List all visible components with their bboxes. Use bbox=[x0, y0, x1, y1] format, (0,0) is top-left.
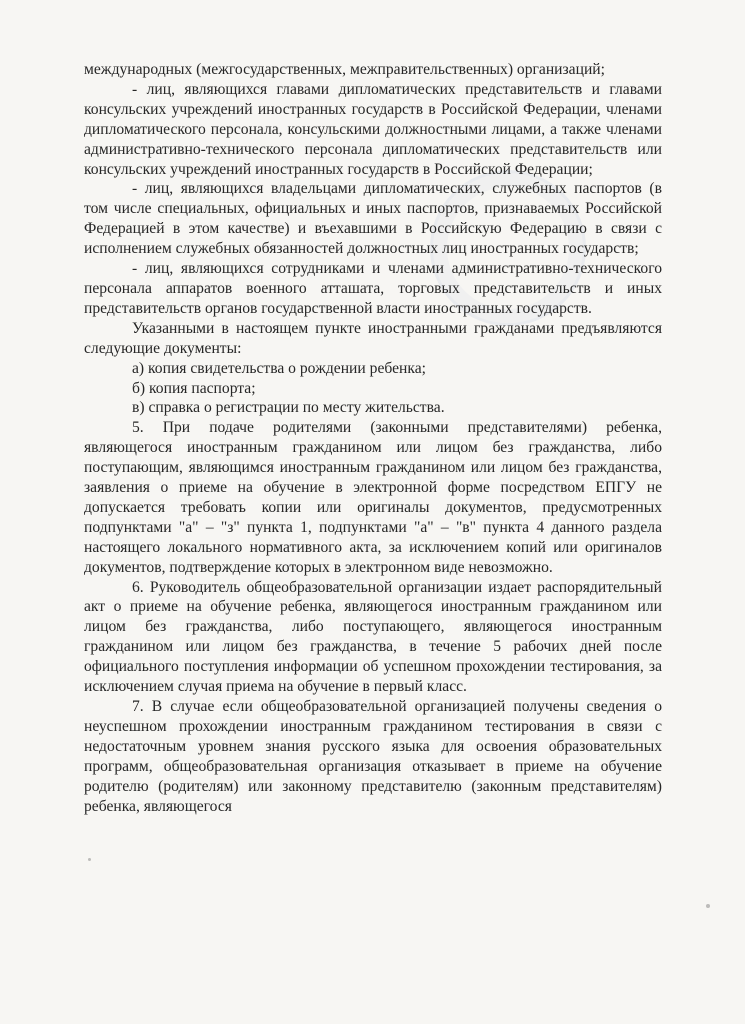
list-item-birth-certificate: а) копия свидетельства о рождении ребенка; bbox=[132, 359, 426, 377]
list-item-registration: в) справка о регистрации по месту жительства. bbox=[132, 399, 445, 417]
document-body bbox=[84, 60, 662, 816]
list-item-attache-staff: - лиц, являющихся сотрудниками и членами административно-технического персонала аппаратов военного атташата, торговых представительств и иных представительств органов государственной власти иностранных государств. bbox=[84, 260, 662, 317]
list-item-passport-holders: - лиц, являющихся владельцами дипломатических, служебных паспортов (в том числе специальных, официальных и иных паспортов, признаваемых Российской Федерацией в этом качестве) и въехавшими в Российскую Федерацию в связи с исполнением служебных обязанностей должностных лиц иностранных государств; bbox=[84, 180, 662, 258]
paragraph-item-6: 6. Руководитель общеобразовательной организации издает распорядительный акт о приеме на обучение ребенка, являющегося иностранным гражданином или лицом без гражданства, либо поступающего, являющегося иностранным гражданином или лицом без гражданства, в течение 5 рабочих дней после официального поступления информации об успешном прохождении тестирования, за исключением случая приема на обучение в первый класс. bbox=[84, 578, 662, 696]
paragraph-item-5: 5. При подаче родителями (законными представителями) ребенка, являющегося иностранным гражданином или лицом без гражданства, либо поступающим, являющимся иностранным гражданином или лицом без гражданства, заявления о приеме на обучение в электронной форме посредством ЕПГУ не допускается требовать копии или оригиналы документов, предусмотренных подпунктами "а" – "з" пункта 1, подпунктами "а" – "в" пункта 4 данного раздела настоящего локального нормативного акта, за исключением копий или оригиналов документов, подтверждение которых в электронном виде невозможно. bbox=[84, 419, 662, 576]
list-item-passport-copy: б) копия паспорта; bbox=[132, 379, 256, 397]
paragraph-continuation: международных (межгосударственных, межправительственных) организаций; bbox=[84, 61, 605, 78]
paragraph-documents-intro: Указанными в настоящем пункте иностранными гражданами предъявляются следующие документы: bbox=[84, 319, 662, 357]
paragraph-item-7: 7. В случае если общеобразовательной организацией получены сведения о неуспешном прохождении иностранным гражданином тестирования в связи с недостаточным уровнем знания русского языка для освоения образовательных программ, общеобразовательная организация отказывает в приеме на обучение родителю (родителям) или законному представителю (законным представителям) ребенка, являющегося bbox=[84, 698, 662, 815]
scan-speck bbox=[88, 858, 91, 861]
scan-speck bbox=[706, 904, 710, 908]
list-item-heads-of-missions: - лиц, являющихся главами дипломатических представительств и главами консульских учреждений иностранных государств в Российской Федерации, членами дипломатического персонала, консульскими должностными лицами, а также членами административно-технического персонала дипломатических представительств или консульских учреждений иностранных государств в Российской Федерации; bbox=[84, 80, 662, 178]
